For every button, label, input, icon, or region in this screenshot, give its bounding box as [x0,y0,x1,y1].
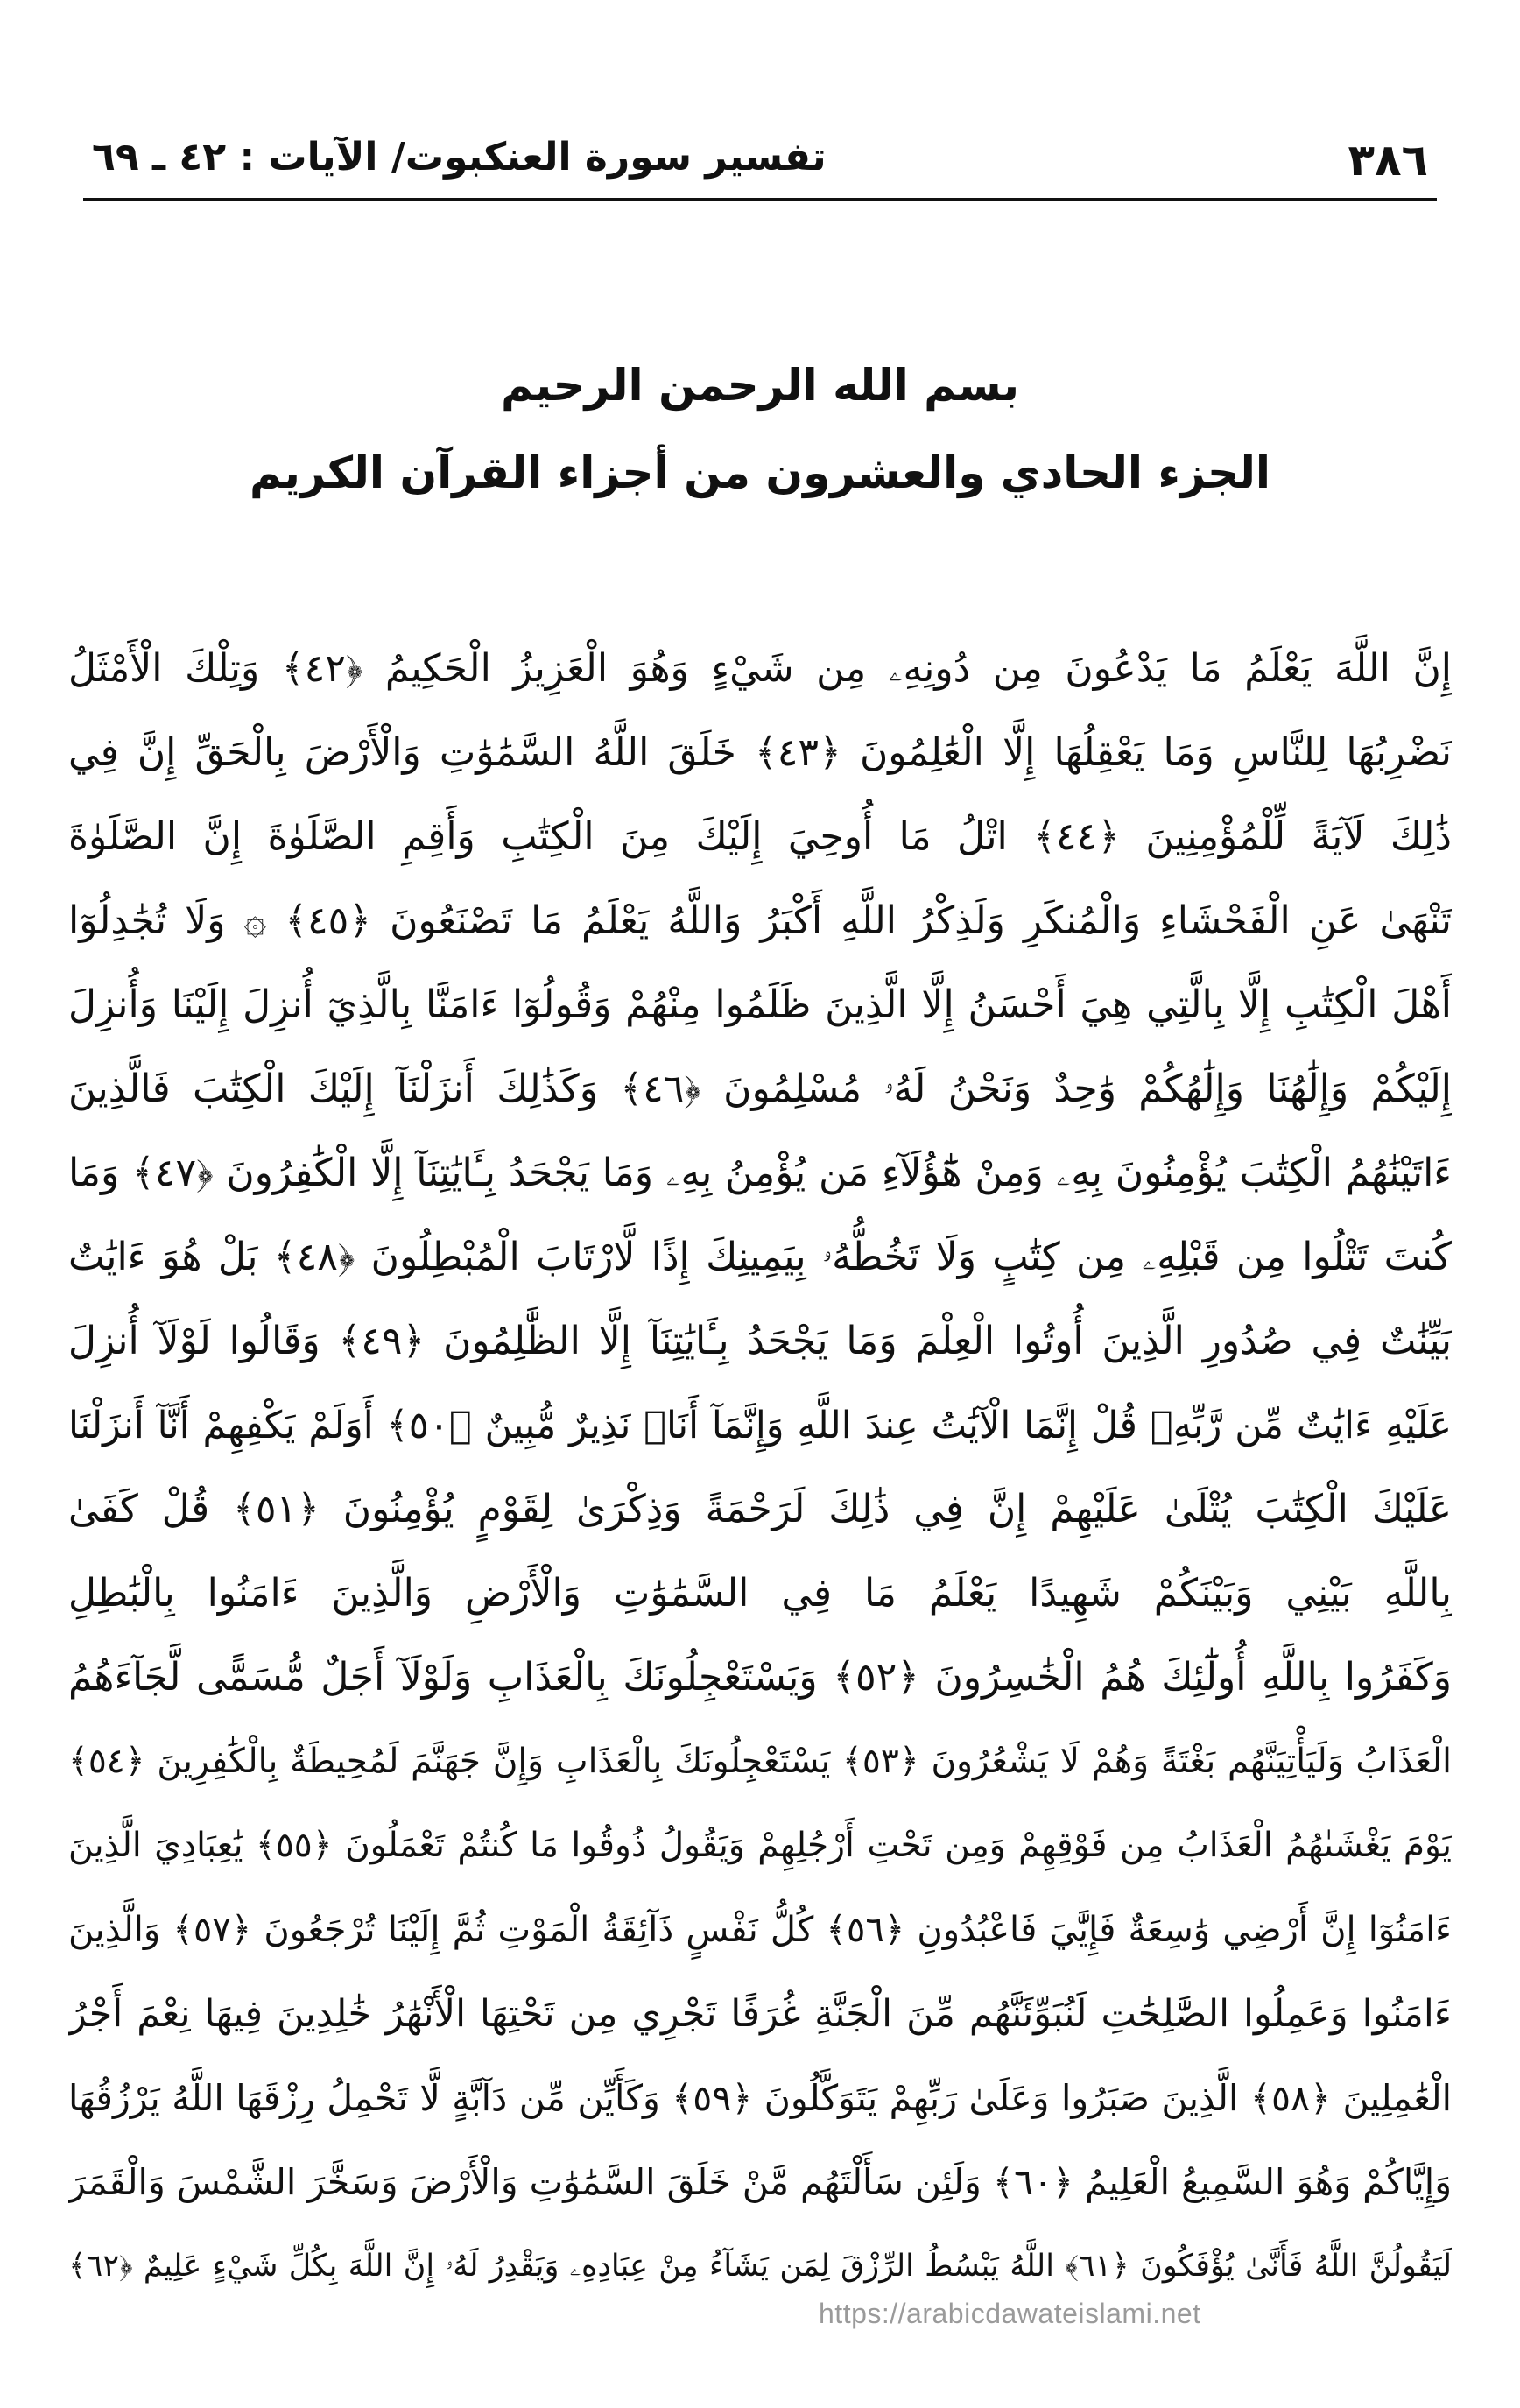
verse-line: إِلَيْكُمْ وَإِلَٰهُنَا وَإِلَٰهُكُمْ وَٰحِدٌ وَنَحْنُ لَهُۥ مُسْلِمُونَ ﴿٤٦﴾ وَكَذَٰلِكَ أَنزَلْنَآ إِلَيْكَ الْكِتَٰبَ فَالَّذِينَ [68,1067,1452,1111]
part-title: الجزء الحادي والعشرون من أجزاء القرآن الكريم [249,447,1271,498]
verse-line: ذَٰلِكَ لَآيَةً لِّلْمُؤْمِنِينَ ﴿٤٤﴾ اتْلُ مَا أُوحِيَ إِلَيْكَ مِنَ الْكِتَٰبِ وَأَقِمِ الصَّلَوٰةَ إِنَّ الصَّلَوٰةَ [68,814,1452,859]
page-number: ٣٨٦ [1348,135,1428,186]
basmala: بسم الله الرحمن الرحيم [501,360,1019,411]
verse-line: وَإِيَّاكُمْ وَهُوَ السَّمِيعُ الْعَلِيمُ ﴿٦٠﴾ وَلَئِن سَأَلْتَهُم مَّنْ خَلَقَ السَّمَٰوَٰتِ وَالْأَرْضَ وَسَخَّرَ الشَّمْسَ وَالْقَمَرَ [68,2161,1452,2203]
verse-line: عَلَيْهِ ءَايَٰتٌ مِّن رَّبِّهِۦ قُلْ إِنَّمَا الْآيَٰتُ عِندَ اللَّهِ وَإِنَّمَآ أَنَا۠ نَذِيرٌ مُّبِينٌ ﴿٥٠﴾ أَوَلَمْ يَكْفِهِمْ أَنَّآ أَنزَلْنَا [68,1404,1452,1447]
verse-line: الْعَٰمِلِينَ ﴿٥٨﴾ الَّذِينَ صَبَرُوا وَعَلَىٰ رَبِّهِمْ يَتَوَكَّلُونَ ﴿٥٩﴾ وَكَأَيِّن مِّن دَآبَّةٍ لَّا تَحْمِلُ رِزْقَهَا اللَّهُ يَرْزُقُهَا [68,2077,1452,2119]
verse-line: لَيَقُولُنَّ اللَّهُ فَأَنَّىٰ يُؤْفَكُونَ ﴿٦١﴾ اللَّهُ يَبْسُطُ الرِّزْقَ لِمَن يَشَآءُ مِنْ عِبَادِهِۦ وَيَقْدِرُ لَهُۥ إِنَّ اللَّهَ بِكُلِّ شَيْءٍ عَلِيمٌ ﴿٦٢﴾ [68,2249,1452,2284]
verse-line: عَلَيْكَ الْكِتَٰبَ يُتْلَىٰ عَلَيْهِمْ إِنَّ فِي ذَٰلِكَ لَرَحْمَةً وَذِكْرَىٰ لِقَوْمٍ يُؤْمِنُونَ ﴿٥١﴾ قُلْ كَفَىٰ [68,1487,1452,1531]
verse-line: نَضْرِبُهَا لِلنَّاسِ وَمَا يَعْقِلُهَا إِلَّا الْعَٰلِمُونَ ﴿٤٣﴾ خَلَقَ اللَّهُ السَّمَٰوَٰتِ وَالْأَرْضَ بِالْحَقِّ إِنَّ فِي [68,730,1452,775]
verse-line: تَنْهَىٰ عَنِ الْفَحْشَاءِ وَالْمُنكَرِ وَلَذِكْرُ اللَّهِ أَكْبَرُ وَاللَّهُ يَعْلَمُ مَا تَصْنَعُونَ ﴿٤٥﴾ ۞ وَلَا تُجَٰدِلُوٓا [68,898,1452,943]
running-title: تفسير سورة العنكبوت/ الآيات : ٤٢ ـ ٦٩ [92,135,827,180]
page-header [83,131,1437,193]
verse-line: يَوْمَ يَغْشَىٰهُمُ الْعَذَابُ مِن فَوْقِهِمْ وَمِن تَحْتِ أَرْجُلِهِمْ وَيَقُولُ ذُوقُوا مَا كُنتُمْ تَعْمَلُونَ ﴿٥٥﴾ يَٰعِبَادِيَ الَّذِينَ [68,1826,1452,1865]
verse-line: إِنَّ اللَّهَ يَعْلَمُ مَا يَدْعُونَ مِن دُونِهِۦ مِن شَيْءٍ وَهُوَ الْعَزِيزُ الْحَكِيمُ ﴿٤٢﴾ وَتِلْكَ الْأَمْثَلُ [68,646,1452,691]
verse-line: كُنتَ تَتْلُوا مِن قَبْلِهِۦ مِن كِتَٰبٍ وَلَا تَخُطُّهُۥ بِيَمِينِكَ إِذًا لَّارْتَابَ الْمُبْطِلُونَ ﴿٤٨﴾ بَلْ هُوَ ءَايَٰتٌ [68,1235,1452,1279]
verse-line: وَكَفَرُوا بِاللَّهِ أُولَٰٓئِكَ هُمُ الْخَٰسِرُونَ ﴿٥٢﴾ وَيَسْتَعْجِلُونَكَ بِالْعَذَابِ وَلَوْلَآ أَجَلٌ مُّسَمًّى لَّجَآءَهُمُ [68,1655,1452,1700]
verse-line: بِاللَّهِ بَيْنِي وَبَيْنَكُمْ شَهِيدًا يَعْلَمُ مَا فِي السَّمَٰوَٰتِ وَالْأَرْضِ وَالَّذِينَ ءَامَنُوا بِالْبَٰطِلِ [68,1571,1452,1616]
quran-text [68,627,1452,2284]
watermark-url: https://arabicdawateislami.net [819,2298,1201,2329]
verse-line: ءَامَنُوا وَعَمِلُوا الصَّٰلِحَٰتِ لَنُبَوِّئَنَّهُم مِّنَ الْجَنَّةِ غُرَفًا تَجْرِي مِن تَحْتِهَا الْأَنْهَٰرُ خَٰلِدِينَ فِيهَا نِعْمَ أَجْرُ [68,1992,1452,2036]
verse-line: ءَامَنُوٓا إِنَّ أَرْضِي وَٰسِعَةٌ فَإِيَّٰيَ فَاعْبُدُونِ ﴿٥٦﴾ كُلُّ نَفْسٍ ذَآئِقَةُ الْمَوْتِ ثُمَّ إِلَيْنَا تُرْجَعُونَ ﴿٥٧﴾ وَالَّذِينَ [68,1910,1452,1950]
verse-line: بَيِّنَٰتٌ فِي صُدُورِ الَّذِينَ أُوتُوا الْعِلْمَ وَمَا يَجْحَدُ بِـَٔايَٰتِنَآ إِلَّا الظَّٰلِمُونَ ﴿٤٩﴾ وَقَالُوا لَوْلَآ أُنزِلَ [68,1319,1452,1363]
intro-block [83,341,1437,517]
verse-line: أَهْلَ الْكِتَٰبِ إِلَّا بِالَّتِي هِيَ أَحْسَنُ إِلَّا الَّذِينَ ظَلَمُوا مِنْهُمْ وَقُولُوٓا ءَامَنَّا بِالَّذِيٓ أُنزِلَ إِلَيْنَا وَأُنزِلَ [68,982,1452,1027]
verse-line: الْعَذَابُ وَلَيَأْتِيَنَّهُم بَغْتَةً وَهُمْ لَا يَشْعُرُونَ ﴿٥٣﴾ يَسْتَعْجِلُونَكَ بِالْعَذَابِ وَإِنَّ جَهَنَّمَ لَمُحِيطَةٌ بِالْكَٰفِرِينَ ﴿٥٤﴾ [68,1742,1452,1781]
header-rule [83,198,1437,201]
verse-line: ءَاتَيْنَٰهُمُ الْكِتَٰبَ يُؤْمِنُونَ بِهِۦ وَمِنْ هَٰٓؤُلَآءِ مَن يُؤْمِنُ بِهِۦ وَمَا يَجْحَدُ بِـَٔايَٰتِنَآ إِلَّا الْكَٰفِرُونَ ﴿٤٧﴾ وَمَا [68,1151,1452,1195]
